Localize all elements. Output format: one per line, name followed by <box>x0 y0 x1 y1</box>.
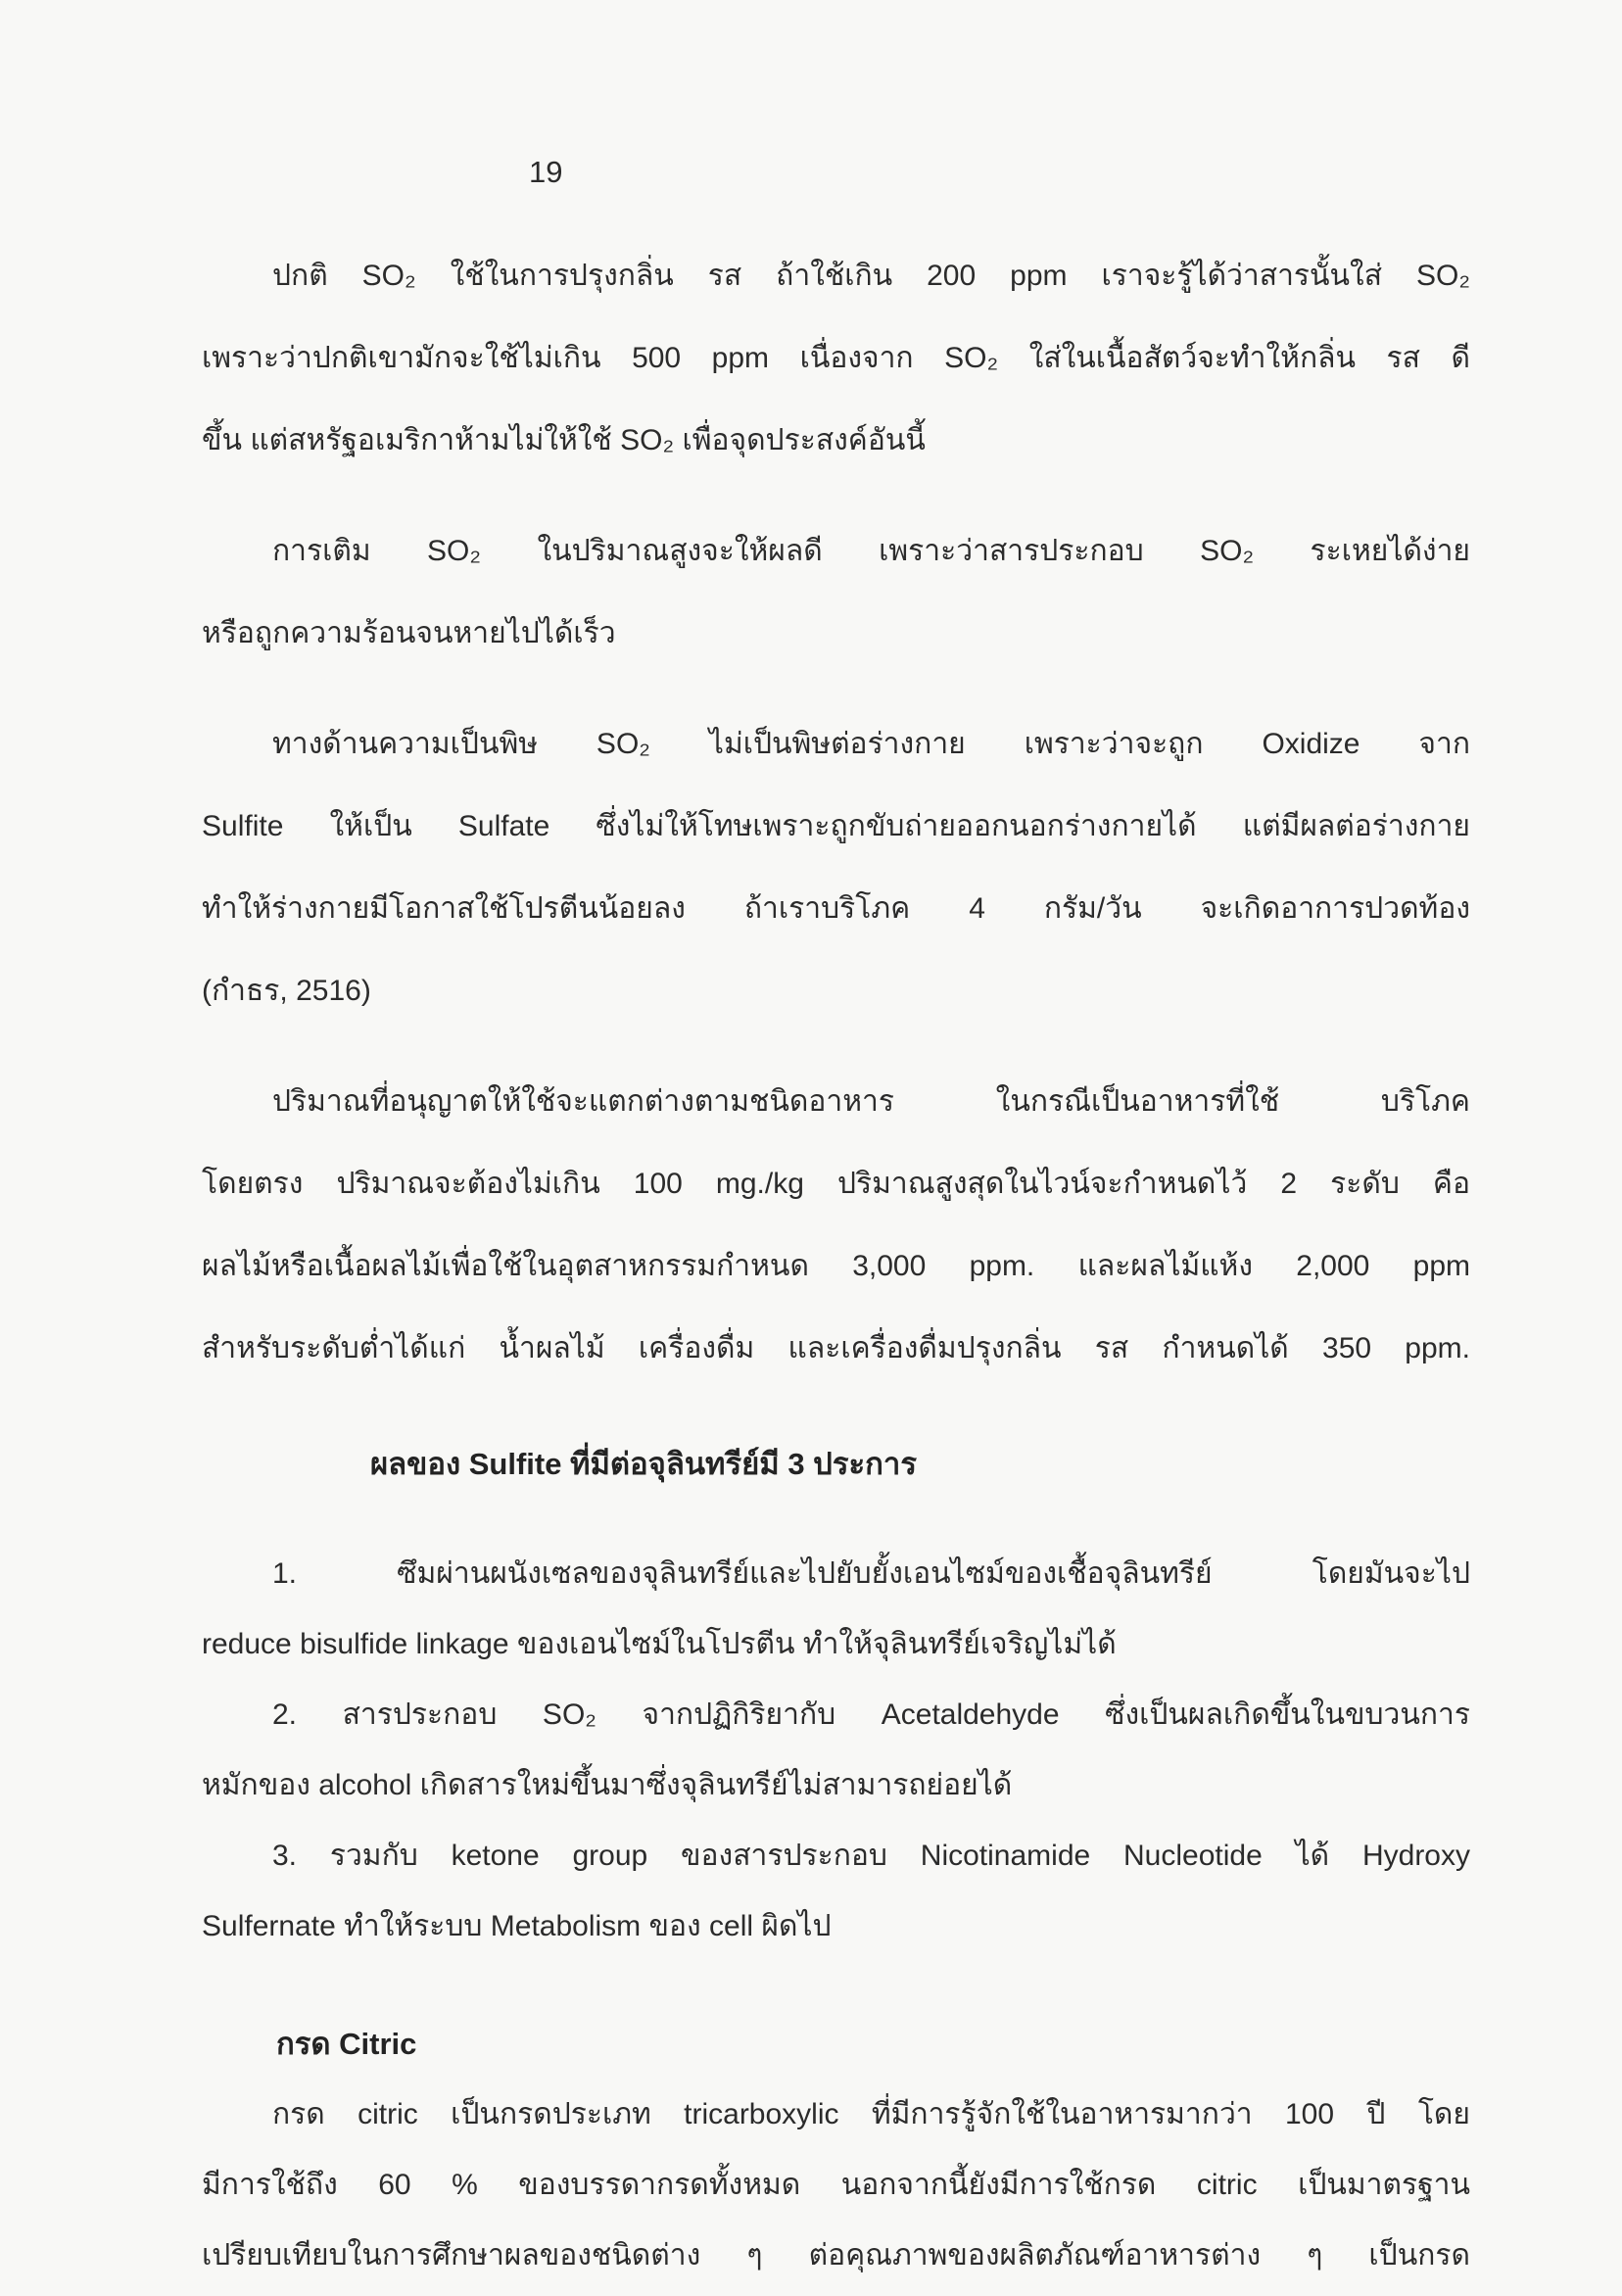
paragraph-permitted-amounts <box>202 1061 1470 1390</box>
text-line: หมักของ alcohol เกิดสารใหม่ขึ้นมาซึ่งจุลินทรีย์ไม่สามารถย่อยได้ <box>202 1769 1013 1801</box>
text-line: 1. ซึมผ่านผนังเซลของจุลินทรีย์และไปยับยั้งเอนไซม์ของเชื้อจุลินทรีย์ โดยมันจะไป <box>272 1557 1470 1590</box>
text-line: 2. สารประกอบ SO₂ จากปฏิกิริยากับ Acetaldehyde ซึ่งเป็นผลเกิดขึ้นในขบวนการ <box>272 1698 1470 1731</box>
text-line: ผลไม้หรือเนื้อผลไม้เพื่อใช้ในอุตสาหกรรมกำหนด 3,000 ppm. และผลไม้แห้ง 2,000 ppm <box>202 1250 1470 1282</box>
text-line: กรด citric เป็นกรดประเภท tricarboxylic ที่มีการรู้จักใช้ในอาหารมากว่า 100 ปี โดย <box>272 2098 1470 2130</box>
text-line: เพราะว่าปกติเขามักจะใช้ไม่เกิน 500 ppm เนื่องจาก SO₂ ใส่ในเนื้อสัตว์จะทำให้กลิ่น รส ดี <box>202 342 1470 374</box>
section-heading-sulfite-effects: ผลของ Sulfite ที่มีต่อจุลินทรีย์มี 3 ประการ <box>370 1447 917 1481</box>
text-line: 3. รวมกับ ketone group ของสารประกอบ Nicotinamide Nucleotide ได้ Hydroxy <box>272 1840 1470 1872</box>
text-line: หรือถูกความร้อนจนหายไปได้เร็ว <box>202 617 616 649</box>
text-line: Sulfite ให้เป็น Sulfate ซึ่งไม่ให้โทษเพราะถูกขับถ่ายออกนอกร่างกายได้ แต่มีผลต่อร่างกาย <box>202 810 1470 842</box>
text-line: โดยตรง ปริมาณจะต้องไม่เกิน 100 mg./kg ปริมาณสูงสุดในไวน์จะกำหนดไว้ 2 ระดับ คือ <box>202 1168 1470 1200</box>
text-line: มีการใช้ถึง 60 % ของบรรดากรดทั้งหมด นอกจากนี้ยังมีการใช้กรด citric เป็นมาตรฐาน <box>202 2169 1470 2201</box>
paragraph-so2-flavoring <box>202 235 1470 482</box>
list-item-1 <box>202 1539 1470 1680</box>
list-item-3 <box>202 1821 1470 1962</box>
section-heading-citric-acid: กรด Citric <box>276 2027 417 2061</box>
text-line: ปริมาณที่อนุญาตให้ใช้จะแตกต่างตามชนิดอาหาร ในกรณีเป็นอาหารที่ใช้ บริโภค <box>272 1085 1470 1118</box>
paragraph-citric-acid <box>202 2080 1470 2291</box>
text-line: สำหรับระดับต่ำได้แก่ น้ำผลไม้ เครื่องดื่ม และเครื่องดื่มปรุงกลิ่น รส กำหนดได้ 350 ppm. <box>202 1332 1470 1364</box>
text-line: การเติม SO₂ ในปริมาณสูงจะให้ผลดี เพราะว่าสารประกอบ SO₂ ระเหยได้ง่าย <box>272 535 1470 567</box>
text-line: ทางด้านความเป็นพิษ SO₂ ไม่เป็นพิษต่อร่างกาย เพราะว่าจะถูก Oxidize จาก <box>272 728 1470 760</box>
text-line: reduce bisulfide linkage ของเอนไซม์ในโปรตีน ทำให้จุลินทรีย์เจริญไม่ได้ <box>202 1628 1117 1660</box>
page-content <box>202 235 1470 2291</box>
text-line: Sulfernate ทำให้ระบบ Metabolism ของ cell ผิดไป <box>202 1910 832 1942</box>
page-number: 19 <box>529 155 563 189</box>
list-item-2 <box>202 1680 1470 1821</box>
text-line: ขึ้น แต่สหรัฐอเมริกาห้ามไม่ให้ใช้ SO₂ เพื่อจุดประสงค์อันนี้ <box>202 424 926 456</box>
text-line: ปกติ SO₂ ใช้ในการปรุงกลิ่น รส ถ้าใช้เกิน 200 ppm เราจะรู้ได้ว่าสารนั้นใส่ SO₂ <box>272 260 1470 292</box>
text-line citation-line: (กำธร, 2516) <box>202 975 371 1007</box>
text-line: เปรียบเทียบในการศึกษาผลของชนิดต่าง ๆ ต่อคุณภาพของผลิตภัณฑ์อาหารต่าง ๆ เป็นกรด <box>202 2239 1470 2272</box>
paragraph-so2-high-dose <box>202 510 1470 675</box>
text-line: ทำให้ร่างกายมีโอกาสใช้โปรตีนน้อยลง ถ้าเราบริโภค 4 กรัม/วัน จะเกิดอาการปวดท้อง <box>202 892 1470 925</box>
paragraph-so2-toxicity <box>202 703 1470 1032</box>
